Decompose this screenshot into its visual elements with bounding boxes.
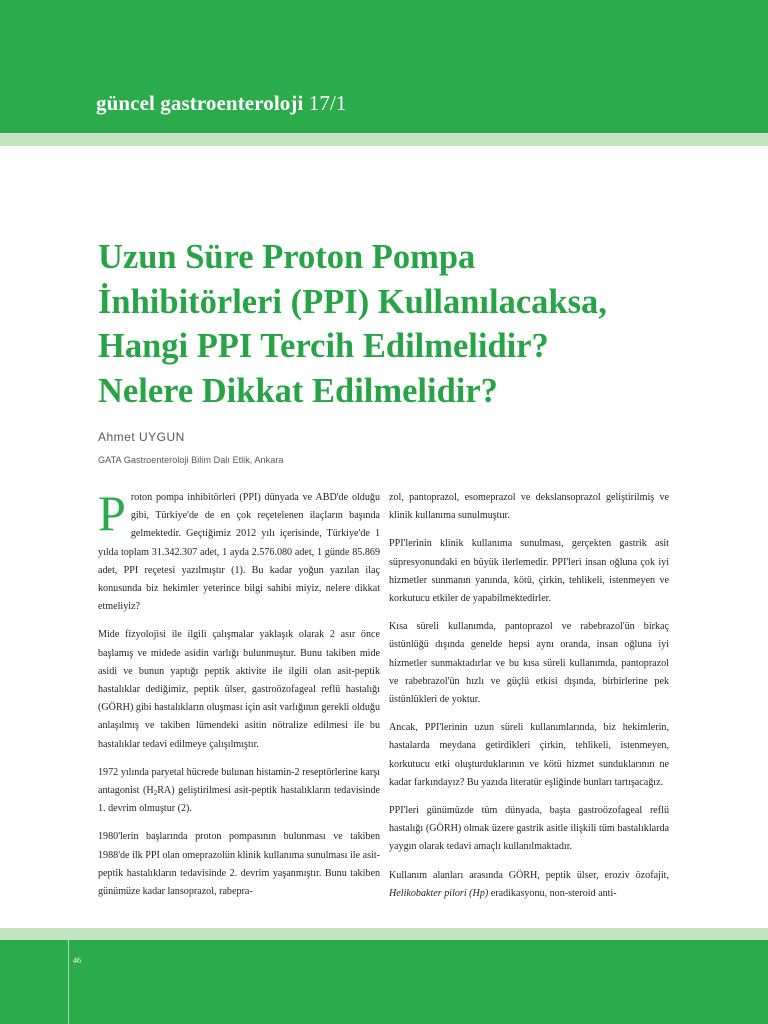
paragraph-text: Kullanım alanları arasında GÖRH, peptik ülser, eroziv özofajit, <box>389 869 669 881</box>
paragraph-text: RA) geliştirilmesi asit-peptik hastalıkların tedavisinde 1. devrim olmuştur (2). <box>98 785 380 815</box>
footer-band <box>0 940 768 1024</box>
title-line: Nelere Dikkat Edilmelidir? <box>98 371 498 410</box>
journal-issue: 17/1 <box>308 91 347 115</box>
paragraph-text: 1972 yılında paryetal hücrede bulunan histamin-2 reseptörlerine karşı antagonist (H <box>98 766 380 797</box>
title-line: Hangi PPI Tercih Edilmelidir? <box>98 327 549 365</box>
author-name: Ahmet UYGUN <box>98 430 185 444</box>
paragraph <box>98 764 380 819</box>
page-number: 46 <box>73 956 81 965</box>
paragraph-text: roton pompa inhibitörleri (PPI) dünyada ve ABD'de olduğu gibi, Türkiye'de de en çok reçetelenen ilaçların başında gelmektedir. Geçtiğimiz 2012 yılı içerisinde, Türkiye'de 1 yılda toplam 31.342.307 adet, 1 ayda 2.576.080 adet, 1 günde 85.869 adet, PPI reçetesi yazılmıştır (1). Bu kadar yoğun yazılan ilaç konusunda biz hekimler yeterince bilgi sahibi miyiz, nelere dikkat etmeliyiz? <box>98 492 380 613</box>
paragraph: Mide fizyolojisi ile ilgili çalışmalar yaklaşık olarak 2 asır önce başlamış ve midede asidin varlığı bulunmuştur. Bunu takiben mide asidi ve bunun yaptığı peptik aktivite ile ilgili olan asit-peptik hastalıklar dediğimiz, peptik ülser, gastroözofageal reflü hastalığı (GÖRH) gibi hastalıkların oluşması için asit varlığının gerekli olduğu anlaşılmış ve takiben lümendeki asitin nötralize edilmesi ile bu hastalıklar tedavi edilmeye çalışılmıştır. <box>98 629 380 750</box>
footer-divider <box>68 940 69 1024</box>
paragraph: Kısa süreli kullanımda, pantoprazol ve rabebrazol'ün birkaç üstünlüğü dışında genelde hepsi aynı oranda, insan oğluna iyi hizmetler sunmaktadırlar ve bu kısa süreli kullanımda, pantoprazol ve rabebrazol'ün hızlı ve güçlü etkisi dışında, birbirlerine pek üstünlükleri de yoktur. <box>389 621 669 706</box>
italic-term: Helikobakter pilori (Hp) <box>389 887 489 899</box>
author-affiliation: GATA Gastroenteroloji Bilim Dalı Etlik, Ankara <box>98 455 284 465</box>
header-stripe <box>0 133 768 146</box>
article-title <box>98 235 738 413</box>
paragraph: PPI'leri günümüzde tüm dünyada, başta gastroözofageal reflü hastalığı (GÖRH) olmak üzere gastrik asitle ilişkili tüm hastalıklarda yaygın olarak tedavi amaçlı kullanılmaktadır. <box>389 805 669 853</box>
right-column <box>389 489 669 913</box>
title-line: Uzun Süre Proton Pompa <box>98 238 476 276</box>
paragraph <box>389 867 669 903</box>
header-band <box>0 0 768 133</box>
paragraph-text: eradikasyonu, non-steroid anti- <box>488 887 617 899</box>
paragraph: PPI'lerinin klinik kullanıma sunulması, gerçekten gastrik asit süpresyonundaki en büyük ilerlemedir. PPI'leri insan oğluna çok iyi hizmetler sunmanın yanında, kötü, çirkin, tehlikeli, istenmeyen ve korkutucu etkiler de yapabilmektedirler. <box>389 538 669 605</box>
journal-header <box>96 91 347 116</box>
footer-stripe <box>0 928 768 940</box>
paragraph: zol, pantoprazol, esomeprazol ve dekslansoprazol geliştirilmiş ve klinik kullanıma sunulmuştur. <box>389 492 669 522</box>
journal-name: güncel gastroenteroloji <box>96 91 304 115</box>
left-column <box>98 485 380 911</box>
title-line: İnhibitörleri (PPI) Kullanılacaksa, <box>98 282 607 321</box>
paragraph: 1980'lerin başlarında proton pompasının bulunması ve takiben 1988'de ilk PPI olan omeprazolün klinik kullanıma sunulması ile asit-peptik hastalıkların tedavisinde 2. devrim yaşanmıştır. Bunu takiben günümüze kadar lansoprazol, rabepra- <box>98 831 380 898</box>
drop-cap: P <box>98 485 126 541</box>
subscript: 2 <box>153 789 158 798</box>
paragraph <box>98 485 380 616</box>
paragraph: Ancak, PPI'lerinin uzun süreli kullanımlarında, biz hekimlerin, hastalarda meydana getirdikleri çirkin, tehlikeli, istenmeyen, korkutucu etki oluşturduklarının ve kötü hizmet sunduklarının ne kadar farkındayız? Bu yazıda literatür eşliğinde bunları tartışacağız. <box>389 722 669 788</box>
